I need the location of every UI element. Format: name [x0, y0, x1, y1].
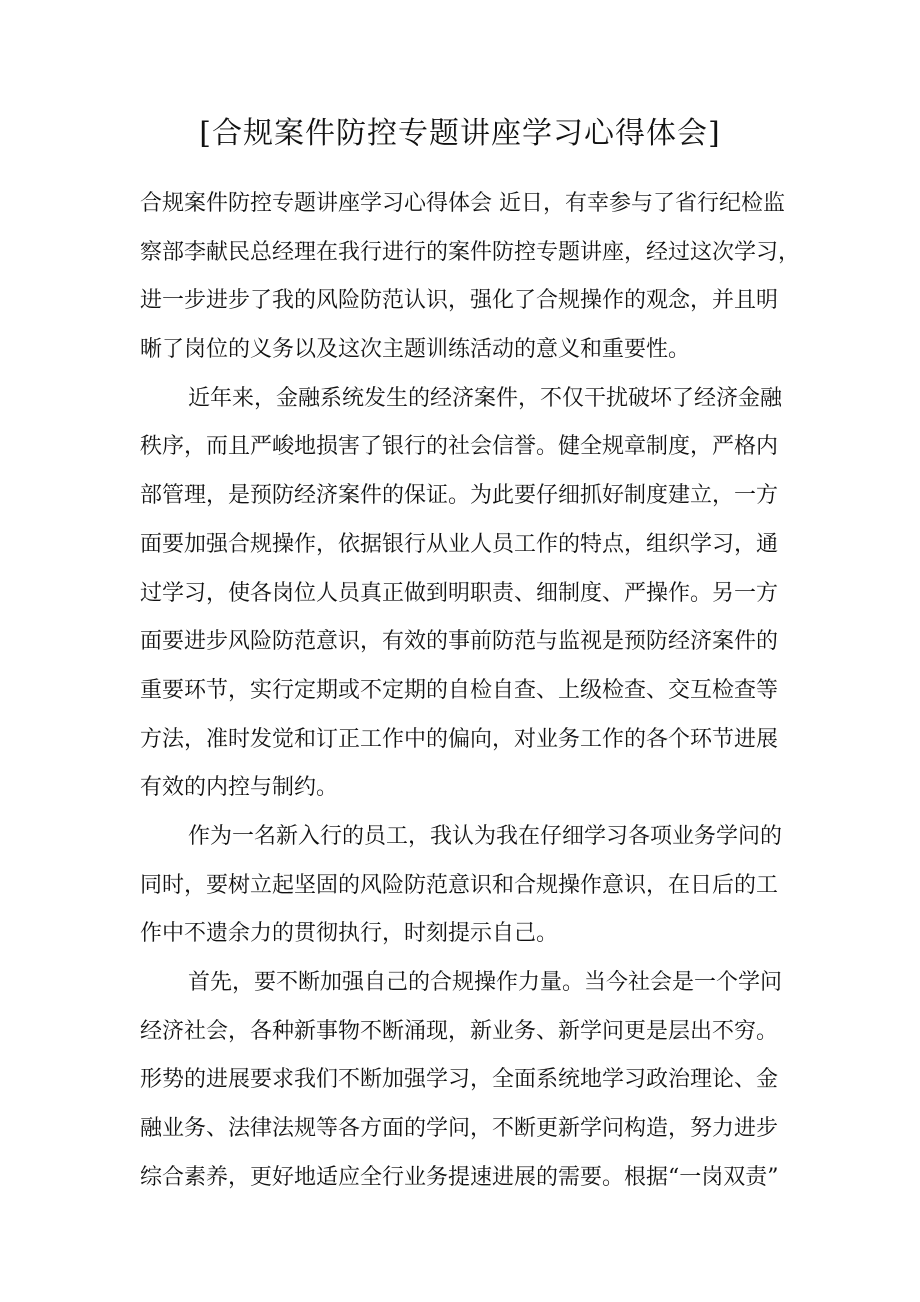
text-line: 经济社会，各种新事物不断涌现，新业务、新学问更是层出不穷。 — [140, 1018, 779, 1044]
text-line: 重要环节，实行定期或不定期的自检自查、上级检查、交互检查等 — [140, 677, 779, 703]
document-title: [合规案件防控专题讲座学习心得体会] — [199, 116, 721, 151]
text-line: 过学习，使各岗位人员真正做到明职责、细制度、严操作。另一方 — [140, 580, 779, 606]
text-line: 首先，要不断加强自己的合规操作力量。当今社会是一个学问 — [188, 970, 783, 995]
text-line: 察部李献民总经理在我行进行的案件防控专题讲座，经过这次学习， — [140, 239, 801, 265]
text-line: 晰了岗位的义务以及这次主题训练活动的意义和重要性。 — [140, 337, 691, 363]
text-line: 同时，要树立起坚固的风险防范意识和合规操作意识，在日后的工 — [140, 872, 779, 898]
text-line: 作中不遗余力的贯彻执行，时刻提示自己。 — [140, 921, 559, 947]
text-line: 合规案件防控专题讲座学习心得体会 近日，有幸参与了省行纪检监 — [140, 191, 785, 216]
text-line: 部管理，是预防经济案件的保证。为此要仔细抓好制度建立，一方 — [140, 483, 779, 509]
text-line: 面要加强合规操作，依据银行从业人员工作的特点，组织学习，通 — [140, 531, 779, 557]
text-line: 形势的进展要求我们不断加强学习，全面系统地学习政治理论、金 — [140, 1067, 779, 1093]
text-line: 进一步进步了我的风险防范认识，强化了合规操作的观念，并且明 — [140, 288, 779, 314]
text-line: 综合素养，更好地适应全行业务提速进展的需要。根据“一岗双责” — [140, 1164, 779, 1190]
text-line: 融业务、法律法规等各方面的学问，不断更新学问构造，努力进步 — [140, 1116, 779, 1142]
text-line: 方法，准时发觉和订正工作中的偏向，对业务工作的各个环节进展 — [140, 726, 779, 752]
paragraph — [140, 959, 783, 1202]
text-line: 面要进步风险防范意识，有效的事前防范与监视是预防经济案件的 — [140, 629, 779, 655]
document-body — [140, 180, 801, 1202]
paragraph — [140, 813, 783, 959]
text-line: 秩序，而且严峻地损害了银行的社会信誉。健全规章制度，严格内 — [140, 434, 779, 460]
paragraph — [140, 375, 783, 813]
text-line: 近年来，金融系统发生的经济案件，不仅干扰破坏了经济金融 — [188, 385, 783, 411]
text-line: 有效的内控与制约。 — [140, 775, 339, 801]
paragraph — [140, 180, 801, 375]
text-line: 作为一名新入行的员工，我认为我在仔细学习各项业务学问的 — [188, 823, 783, 849]
